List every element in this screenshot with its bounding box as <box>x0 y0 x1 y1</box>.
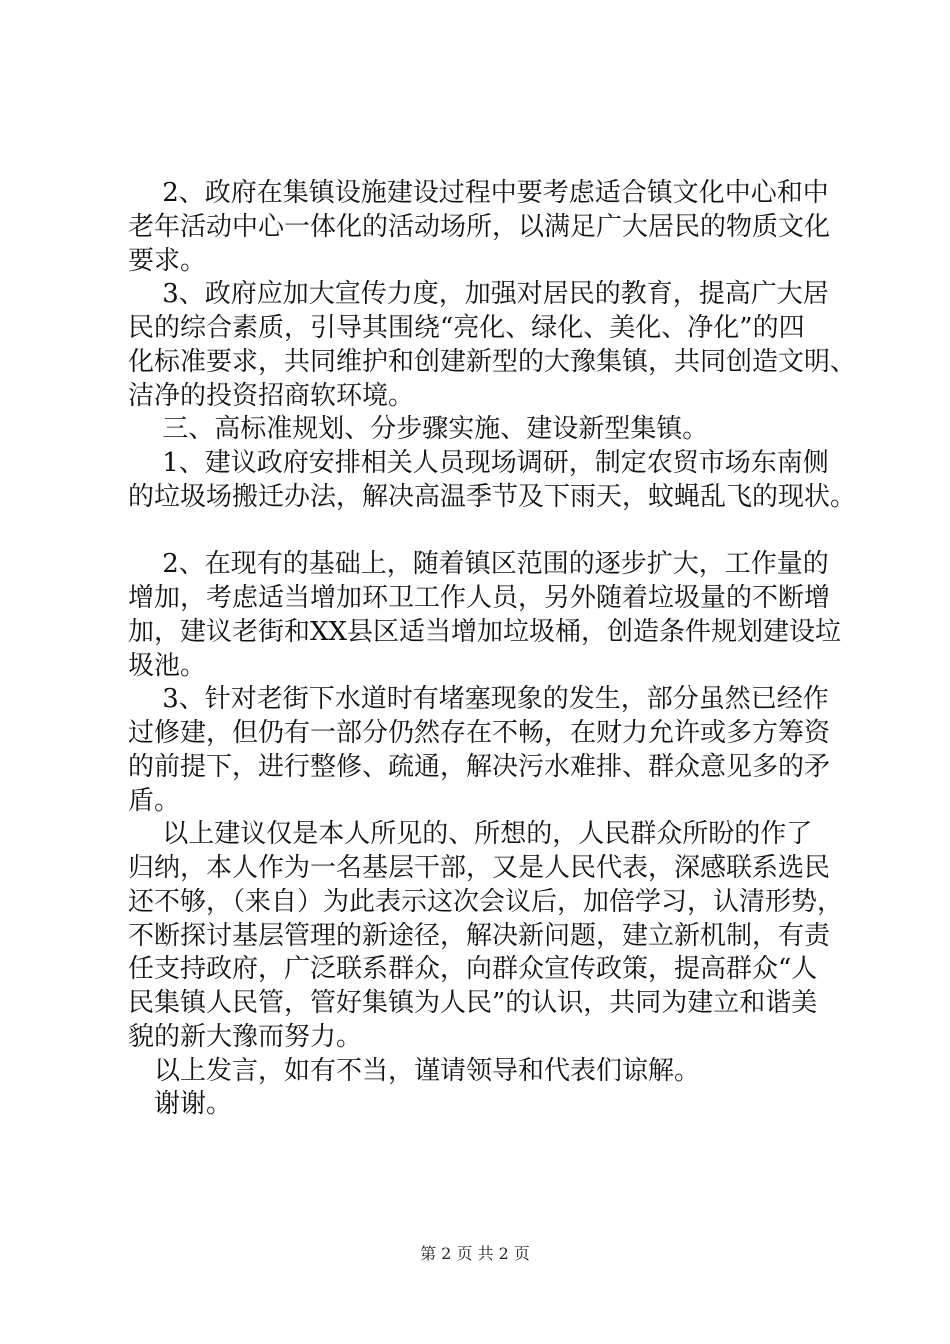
page-footer: 第 2 页 共 2 页 <box>420 1244 530 1263</box>
text-line: 3、针对老街下水道时有堵塞现象的发生，部分虽然已经作 <box>128 684 829 714</box>
text-line: 要求。 <box>128 246 207 276</box>
text-line: 圾池。 <box>128 651 207 681</box>
text-line: 洁净的投资招商软环境。 <box>128 381 415 411</box>
text-line: 的前提下，进行整修、疏通，解决污水难排、群众意见多的矛 <box>128 752 831 782</box>
text-line: 加，建议老街和XX县区适当增加垃圾桶，创造条件规划建设垃 <box>128 617 842 647</box>
text-line: 2、政府在集镇设施建设过程中要考虑适合镇文化中心和中 <box>128 178 829 208</box>
text-line: 谢谢。 <box>128 1089 233 1119</box>
text-line: 2、在现有的基础上，随着镇区范围的逐步扩大，工作量的 <box>128 549 829 579</box>
text-line: 还不够，（来自）为此表示这次会议后，加倍学习，认清形势， <box>128 887 844 917</box>
text-line: 任支持政府，广泛联系群众，向群众宣传政策，提高群众“人 <box>128 954 818 984</box>
text-line: 化标准要求，共同维护和创建新型的大豫集镇，共同创造文明、 <box>128 347 857 377</box>
text-line: 3、政府应加大宣传力度，加强对居民的教育，提高广大居 <box>128 279 829 309</box>
text-line: 不断探讨基层管理的新途径，解决新问题，建立新机制，有责 <box>128 921 831 951</box>
text-line: 貌的新大豫而努力。 <box>128 1022 363 1052</box>
text-line: 的垃圾场搬迁办法，解决高温季节及下雨天，蚊蝇乱飞的现状。 <box>128 482 857 512</box>
text-line: 以上发言，如有不当，谨请领导和代表们谅解。 <box>128 1056 701 1086</box>
text-line: 盾。 <box>128 786 181 816</box>
text-line: 1、建议政府安排相关人员现场调研，制定农贸市场东南侧 <box>128 448 829 478</box>
document-page <box>128 0 863 1344</box>
text-line: 民的综合素质，引导其围绕“亮化、绿化、美化、净化”的四 <box>128 313 805 343</box>
text-line: 民集镇人民管，管好集镇为人民”的认识，共同为建立和谐美 <box>128 988 818 1018</box>
text-line: 老年活动中心一体化的活动场所，以满足广大居民的物质文化 <box>128 212 831 242</box>
text-line: 增加，考虑适当增加环卫工作人员，另外随着垃圾量的不断增 <box>128 583 831 613</box>
text-line: 归纳，本人作为一名基层干部，又是人民代表，深感联系选民 <box>128 853 831 883</box>
text-line: 过修建，但仍有一部分仍然存在不畅，在财力允许或多方筹资 <box>128 718 831 748</box>
text-line: 以上建议仅是本人所见的、所想的，人民群众所盼的作了 <box>128 819 813 849</box>
text-line: 三、高标准规划、分步骤实施、建设新型集镇。 <box>128 414 709 444</box>
